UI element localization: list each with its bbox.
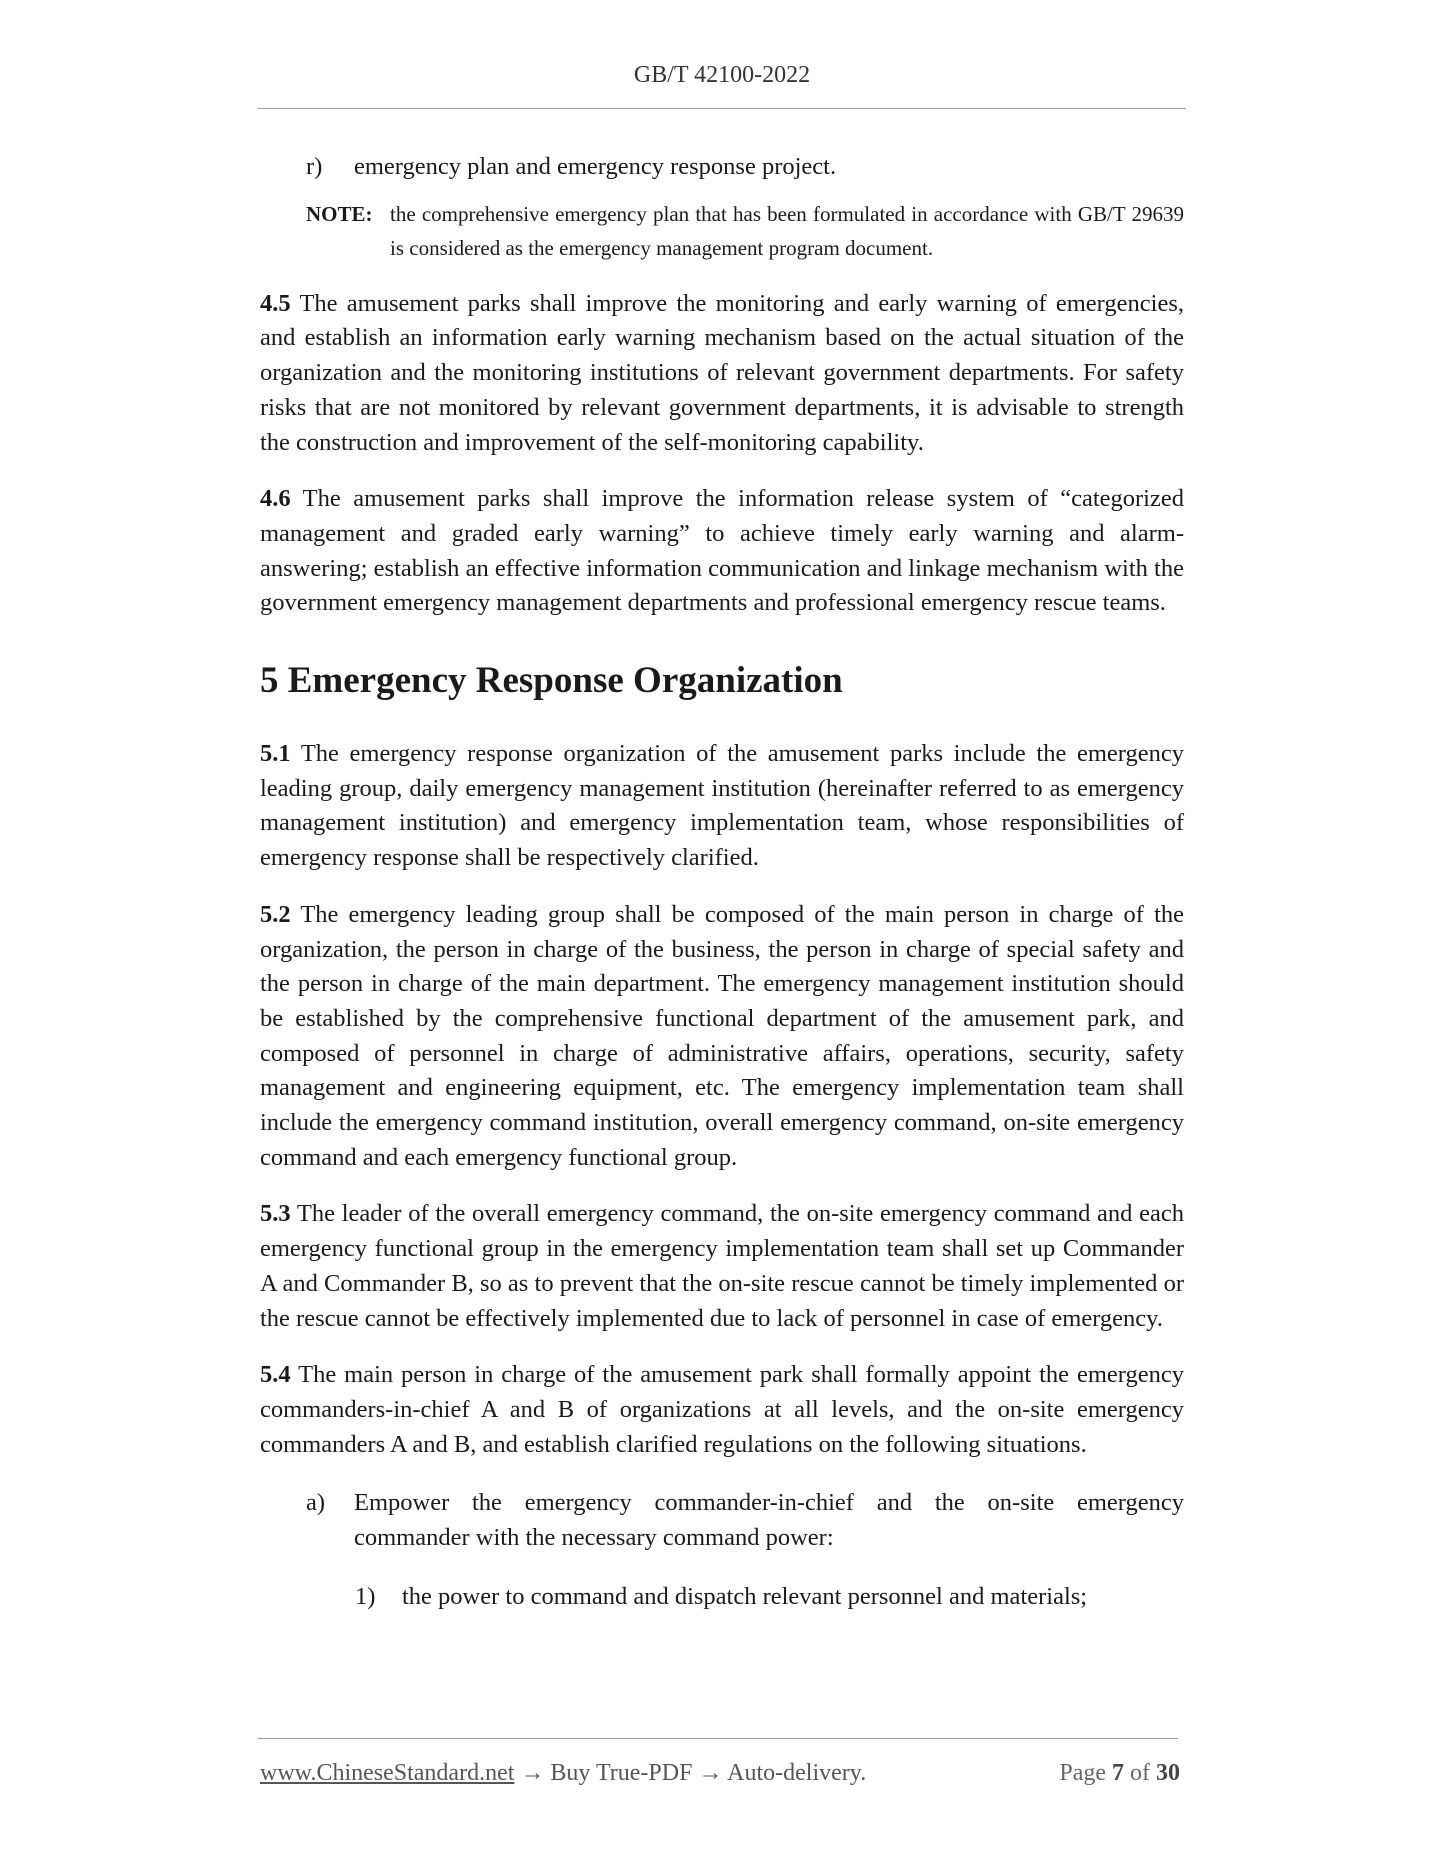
clause-number: 4.5 <box>260 289 291 317</box>
clause-number: 5.3 <box>260 1200 291 1228</box>
list-item-text: the power to command and dispatch relevant personnel and materials; <box>402 1582 1088 1610</box>
list-marker: a) <box>306 1489 326 1517</box>
page-footer <box>260 1760 1180 1787</box>
page-total: 30 <box>1156 1760 1180 1786</box>
list-item-text: Empower the emergency commander-in-chief and the on-site emergency commander with the necessary command power: <box>354 1489 1184 1552</box>
footer-divider <box>258 1738 1178 1739</box>
clause-text: The emergency response organization of the amusement parks include the emergency leading group, daily emergency management institution (hereinafter referred to as emergency management institution) and emergency implementation team, whose responsibilities of emergency response shall be respectively clarified. <box>260 740 1184 872</box>
note-block <box>260 197 1184 265</box>
page-header: GB/T 42100-2022 <box>633 62 811 88</box>
clause-5-2 <box>260 898 1184 1176</box>
document-body <box>260 150 1184 1615</box>
page-number <box>1059 1760 1180 1787</box>
auto-delivery-text: Auto-delivery. <box>727 1760 867 1786</box>
arrow-right-icon: → <box>520 1760 545 1786</box>
website-link[interactable]: www.ChineseStandard.net <box>260 1760 515 1786</box>
list-item-text: emergency plan and emergency response project. <box>354 153 837 180</box>
clause-text: The amusement parks shall improve the monitoring and early warning of emergencies, and establish an information early warning mechanism based on the actual situation of the organization and the monitoring institutions of relevant government departments. For safety risks that are not monitored by relevant government departments, it is advisable to strength the construction and improvement of the self-monitoring capability. <box>260 289 1184 456</box>
clause-5-4 <box>260 1358 1184 1462</box>
arrow-right-icon: → <box>698 1760 723 1786</box>
note-text: the comprehensive emergency plan that has been formulated in accordance with GB/T 29639 is considered as the emergency management program document. <box>390 201 1184 260</box>
clause-number: 4.6 <box>260 485 291 513</box>
list-item-r <box>260 150 1184 185</box>
list-item-a <box>260 1486 1184 1555</box>
clause-5-3 <box>260 1197 1184 1336</box>
clause-number: 5.4 <box>260 1361 291 1389</box>
page-word: Page <box>1059 1760 1106 1786</box>
page-of: of <box>1130 1760 1150 1786</box>
clause-number: 5.1 <box>260 740 291 768</box>
list-marker: 1) <box>355 1582 376 1610</box>
clause-text: The leader of the overall emergency command, the on-site emergency command and each emergency functional group in the emergency implementation team shall set up Commander A and Commander B, so as to prevent that the on-site rescue cannot be timely implemented or the rescue cannot be effectively implemented due to lack of personnel in case of emergency. <box>260 1200 1184 1332</box>
list-item-1 <box>260 1580 1184 1615</box>
clause-4-6 <box>260 482 1184 621</box>
note-label: NOTE: <box>306 201 373 226</box>
header-divider <box>258 108 1186 109</box>
clause-text: The main person in charge of the amusement park shall formally appoint the emergency commanders-in-chief A and B of organizations at all levels, and the on-site emergency commanders A and B, and establish clarified regulations on the following situations. <box>260 1361 1184 1458</box>
buy-pdf-text: Buy True-PDF <box>550 1760 693 1786</box>
clause-4-5 <box>260 287 1184 461</box>
clause-number: 5.2 <box>260 900 291 928</box>
clause-text: The emergency leading group shall be composed of the main person in charge of the organization, the person in charge of the business, the person in charge of special safety and the person in charge of the main department. The emergency management institution should be established by the comprehensive functional department of the amusement park, and composed of personnel in charge of administrative affairs, operations, security, safety management and engineering equipment, etc. The emergency implementation team shall include the emergency command institution, overall emergency command, on-site emergency command and each emergency functional group. <box>260 900 1185 1171</box>
list-marker: r) <box>306 153 323 180</box>
clause-5-1 <box>260 737 1184 876</box>
clause-text: The amusement parks shall improve the information release system of “categorized management and graded early warning” to achieve timely early warning and alarm-answering; establish an effective information communication and linkage mechanism with the government emergency management departments and professional emergency rescue teams. <box>260 485 1184 617</box>
section-heading: 5 Emergency Response Organization <box>260 660 843 702</box>
page-current: 7 <box>1112 1760 1124 1786</box>
